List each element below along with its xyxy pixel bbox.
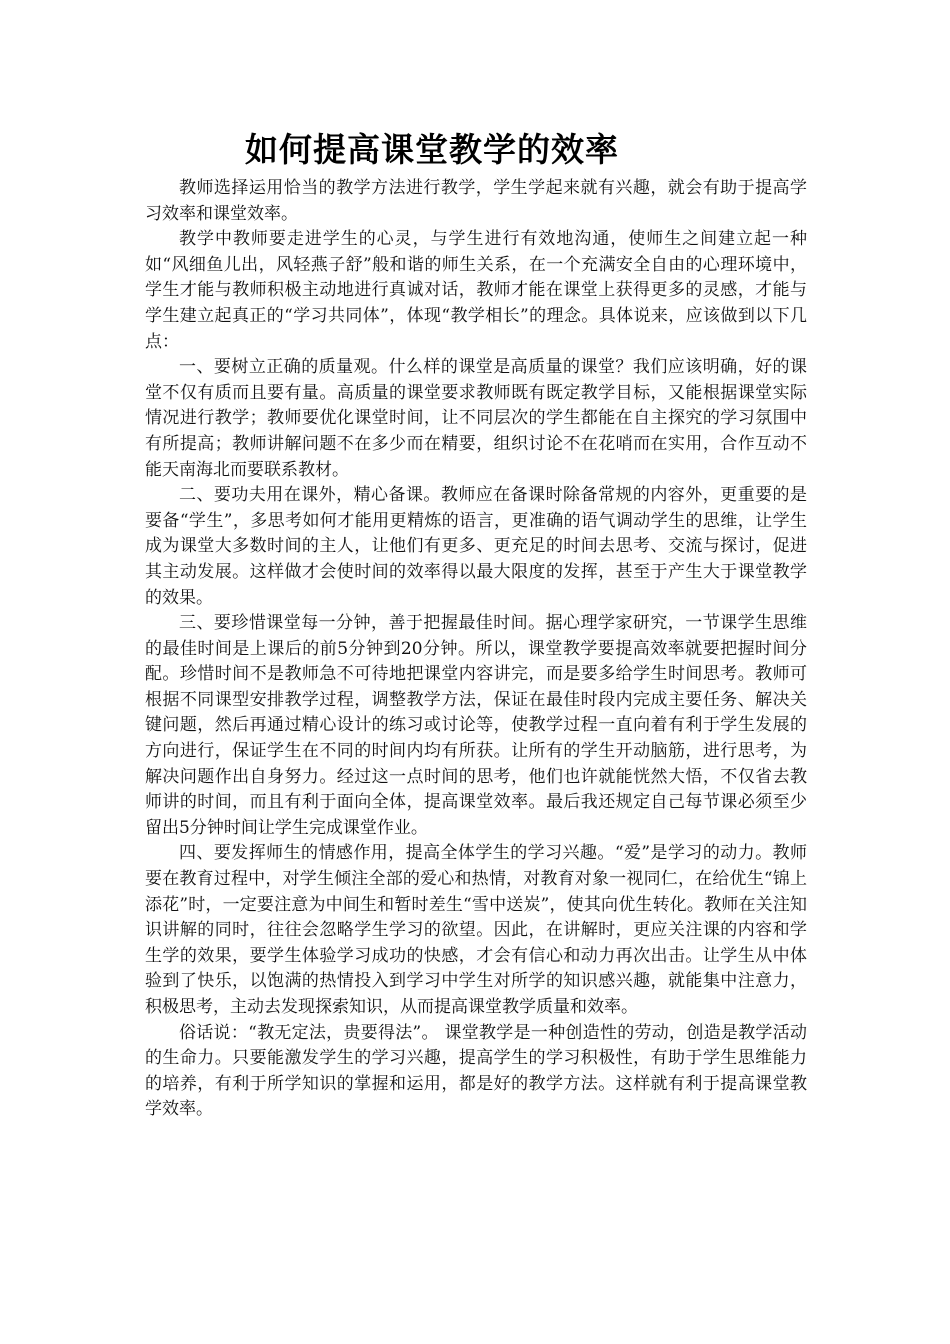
paragraph-intro: 教师选择运用恰当的教学方法进行教学，学生学起来就有兴趣，就会有助于提高学习效率和课堂效率。 <box>145 178 807 224</box>
paragraph-point-4: 四、要发挥师生的情感作用，提高全体学生的学习兴趣。“爱”是学习的动力。教师要在教育过程中，对学生倾注全部的爱心和热情，对教育对象一视同仁，在给优生“锦上添花”时，一定要注意为中间生和暂时差生“雪中送炭”，使其向优生转化。教师在关注知识讲解的同时，往往会忽略学生学习的欲望。因此，在讲解时，更应关注课的内容和学生学的效果，要学生体验学习成功的快感，才会有信心和动力再次出击。让学生从中体验到了快乐，以饱满的热情投入到学习中学生对所学的知识感兴趣，就能集中注意力，积极思考，主动去发现探索知识，从而提高课堂教学质量和效率。 <box>145 843 807 1017</box>
document-page <box>145 128 807 1123</box>
paragraph-point-1: 一、要树立正确的质量观。什么样的课堂是高质量的课堂？我们应该明确，好的课堂不仅有质而且要有量。高质量的课堂要求教师既有既定教学目标，又能根据课堂实际情况进行教学；教师要优化课堂时间，让不同层次的学生都能在自主探究的学习氛围中有所提高；教师讲解问题不在多少而在精要，组织讨论不在花哨而在实用，合作互动不能天南海北而要联系教材。 <box>145 357 807 480</box>
document-title: 如何提高课堂教学的效率 <box>245 130 619 169</box>
paragraph-conclusion: 俗话说：“教无定法，贵要得法”。 课堂教学是一种创造性的劳动，创造是教学活动的生命力。只要能激发学生的学习兴趣，提高学生的学习积极性，有助于学生思维能力的培养，有利于所学知识的掌握和运用，都是好的教学方法。这样就有利于提高课堂教学效率。 <box>145 1022 807 1120</box>
paragraph-point-2: 二、要功夫用在课外，精心备课。教师应在备课时除备常规的内容外，更重要的是要备“学生”，多思考如何才能用更精炼的语言，更准确的语气调动学生的思维，让学生成为课堂大多数时间的主人，让他们有更多、更充足的时间去思考、交流与探讨，促进其主动发展。这样做才会使时间的效率得以最大限度的发挥，甚至于产生大于课堂教学的效果。 <box>145 485 807 608</box>
paragraph-point-3: 三、要珍惜课堂每一分钟，善于把握最佳时间。据心理学家研究，一节课学生思维的最佳时间是上课后的前5分钟到20分钟。所以，课堂教学要提高效率就要把握时间分配。珍惜时间不是教师急不可待地把课堂内容讲完，而是要多给学生时间思考。教师可根据不同课型安排教学过程，调整教学方法，保证在最佳时段内完成主要任务、解决关键问题，然后再通过精心设计的练习或讨论等，使教学过程一直向着有利于学生发展的方向进行，保证学生在不同的时间内均有所获。让所有的学生开动脑筋，进行思考，为解决问题作出自身努力。经过这一点时间的思考，他们也许就能恍然大悟，不仅省去教师讲的时间，而且有利于面向全体，提高课堂效率。最后我还规定自己每节课必须至少留出5分钟时间让学生完成课堂作业。 <box>145 613 807 838</box>
paragraph-relationship: 教学中教师要走进学生的心灵，与学生进行有效地沟通，使师生之间建立起一种如“风细鱼儿出，风轻燕子舒”般和谐的师生关系，在一个充满安全自由的心理环境中，学生才能与教师积极主动地进行真诚对话，教师才能在课堂上获得更多的灵感，才能与学生建立起真正的“学习共同体”，体现“教学相长”的理念。具体说来，应该做到以下几点： <box>145 229 807 352</box>
